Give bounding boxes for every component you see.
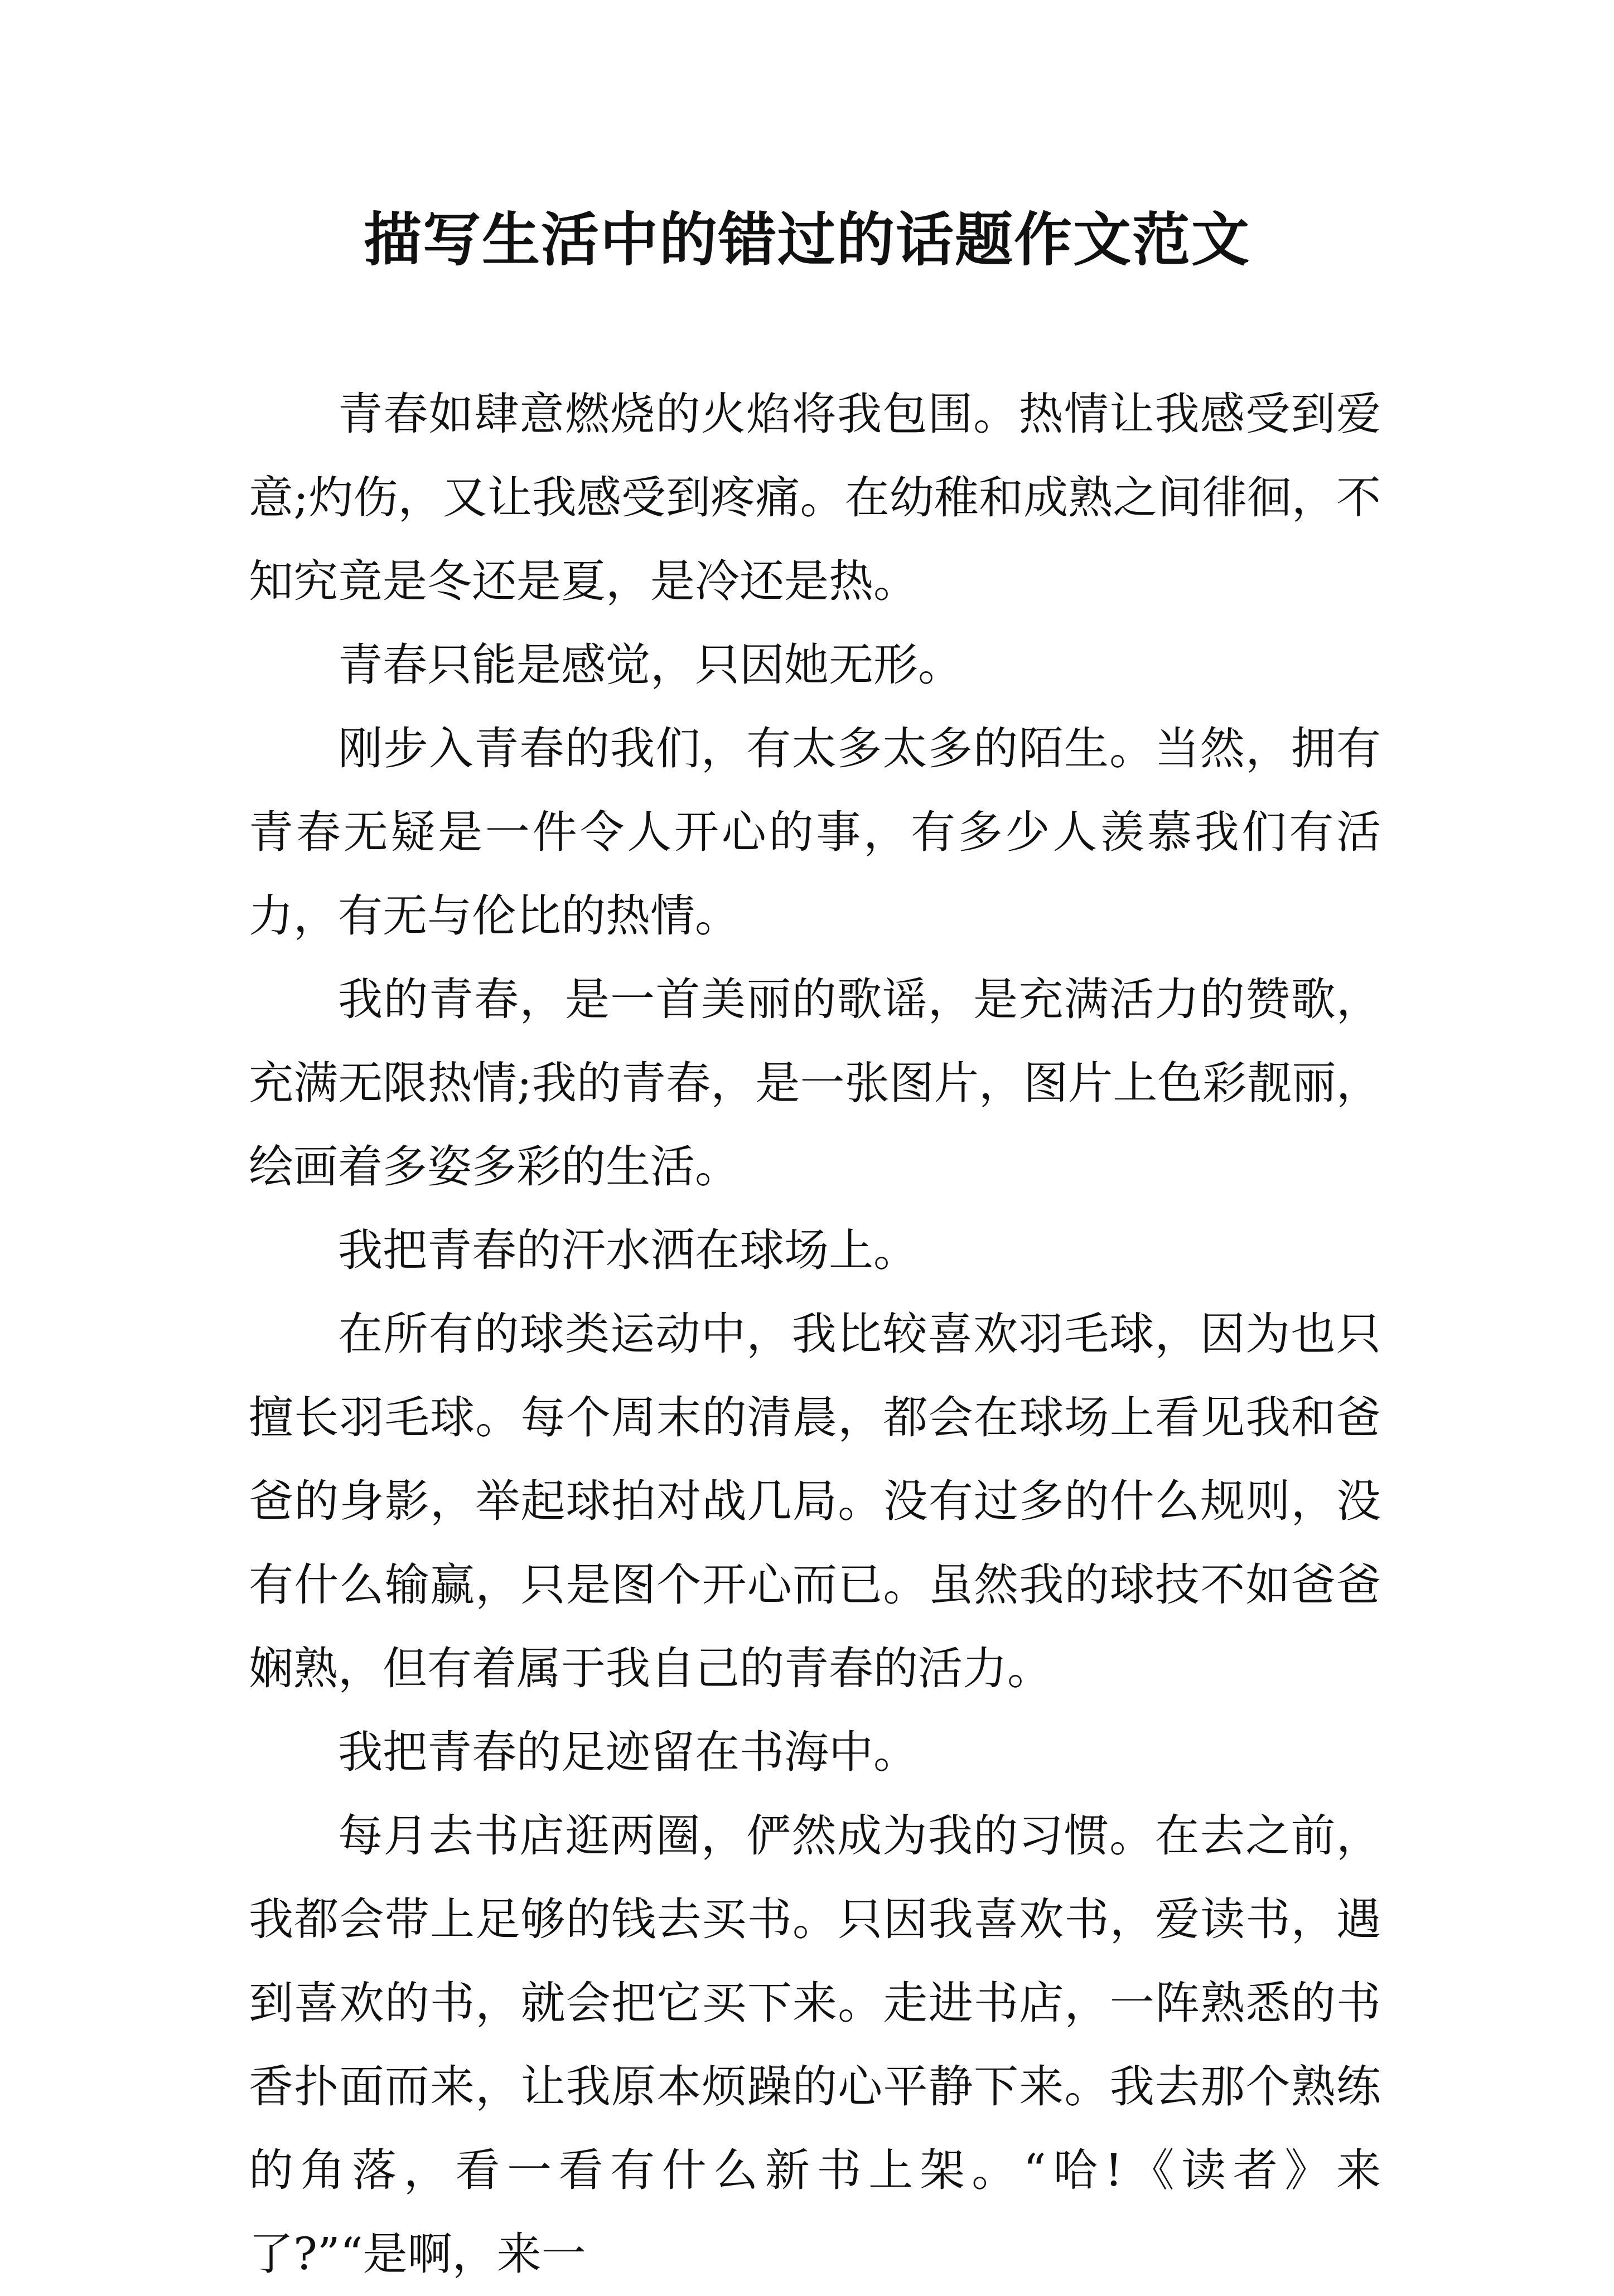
paragraph: 青春如肆意燃烧的火焰将我包围。热情让我感受到爱意;灼伤，又让我感受到疼痛。在幼稚和成熟之间徘徊，不知究竟是冬还是夏，是冷还是热。 (249, 388, 1381, 607)
document-body (249, 372, 1381, 2296)
paragraph: 在所有的球类运动中，我比较喜欢羽毛球，因为也只擅长羽毛球。每个周末的清晨，都会在球场上看见我和爸爸的身影，举起球拍对战几局。没有过多的什么规则，没有什么输赢，只是图个开心而已。虽然我的球技不如爸爸娴熟，但有着属于我自己的青春的活力。 (249, 1308, 1381, 1694)
paragraph: 刚步入青春的我们，有太多太多的陌生。当然，拥有青春无疑是一件令人开心的事，有多少人羡慕我们有活力，有无与伦比的热情。 (249, 723, 1381, 942)
paragraph: 青春只能是感觉，只因她无形。 (338, 639, 963, 691)
document-title: 描写生活中的错过的话题作文范文 (363, 205, 1250, 274)
paragraph: 每月去书店逛两圈，俨然成为我的习惯。在去之前，我都会带上足够的钱去买书。只因我喜欢书，爱读书，遇到喜欢的书，就会把它买下来。走进书店，一阵熟悉的书香扑面而来，让我原本烦躁的心平静下来。我去那个熟练的角落，看一看有什么新书上架。“哈!《读者》来了?”“是啊，来一 (249, 1810, 1381, 2280)
paragraph: 我的青春，是一首美丽的歌谣，是充满活力的赞歌，充满无限热情;我的青春，是一张图片，图片上色彩靓丽，绘画着多姿多彩的生活。 (249, 973, 1381, 1193)
paragraph: 我把青春的汗水洒在球场上。 (338, 1224, 918, 1276)
paragraph: 我把青春的足迹留在书海中。 (338, 1726, 918, 1778)
